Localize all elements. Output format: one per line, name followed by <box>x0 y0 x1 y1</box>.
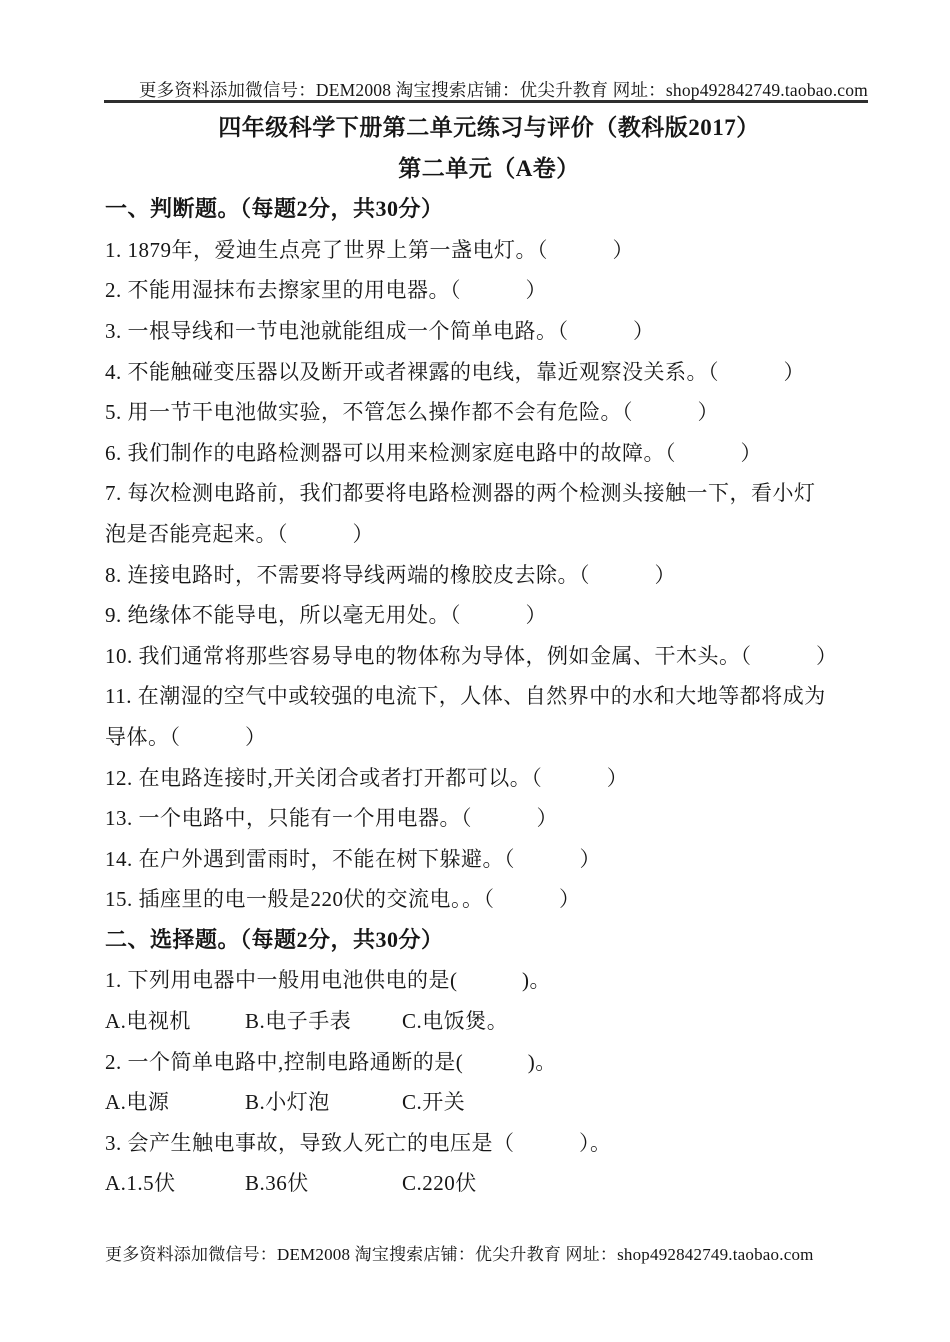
section-1-question-7-line-2: 泡是否能亮起来。（ ） <box>105 521 374 546</box>
section-1-question-14-line-1: 14. 在户外遇到雷雨时，不能在树下躲避。（ ） <box>105 846 601 871</box>
option-c: C.开关 <box>402 1090 466 1115</box>
section-1-question-12-line-1: 12. 在电路连接时,开关闭合或者打开都可以。（ ） <box>105 765 629 790</box>
section-1-question-8-line-1: 8. 连接电路时，不需要将导线两端的橡胶皮去除。（ ） <box>105 562 676 587</box>
section-2-question-3-line-1: 3. 会产生触电事故，导致人死亡的电压是（ ）。 <box>105 1130 612 1155</box>
doc-title: 四年级科学下册第二单元练习与评价（教科版2017） <box>218 115 760 140</box>
option-c: C.电饭煲。 <box>402 1009 509 1034</box>
option-c: C.220伏 <box>402 1171 477 1196</box>
section-1-question-4-line-1: 4. 不能触碰变压器以及断开或者裸露的电线，靠近观察没关系。（ ） <box>105 359 805 384</box>
option-b: B.电子手表 <box>245 1009 352 1034</box>
option-a: A.1.5伏 <box>105 1171 176 1196</box>
section-1-heading: 一、判断题。（每题2分，共30分） <box>105 196 444 222</box>
section-2-question-3-options <box>105 1163 873 1204</box>
doc-subtitle: 第二单元（A卷） <box>398 155 580 181</box>
page-header-contact-info: 更多资料添加微信号：DEM2008 淘宝搜索店铺：优尖升教育 网址：shop492842749.taobao.com <box>138 80 868 100</box>
header-divider-rule <box>104 100 868 103</box>
section-1-question-1-line-1: 1. 1879年，爱迪生点亮了世界上第一盏电灯。（ ） <box>105 237 634 262</box>
sections <box>105 189 873 1204</box>
page-footer-contact-info: 更多资料添加微信号：DEM2008 淘宝搜索店铺：优尖升教育 网址：shop492842749.taobao.com <box>105 1245 814 1264</box>
section-1-question-7-line-1: 7. 每次检测电路前，我们都要将电路检测器的两个检测头接触一下，看小灯 <box>105 481 816 506</box>
section-1-question-6-line-1: 6. 我们制作的电路检测器可以用来检测家庭电路中的故障。（ ） <box>105 440 762 465</box>
section-1-question-10-line-1: 10. 我们通常将那些容易导电的物体称为导体，例如金属、干木头。（ ） <box>105 643 838 668</box>
section-1-question-9-line-1: 9. 绝缘体不能导电，所以毫无用处。（ ） <box>105 603 547 628</box>
section-1-question-11-line-1: 11. 在潮湿的空气中或较强的电流下，人体、自然界中的水和大地等都将成为 <box>105 684 826 709</box>
section-2-question-2-options <box>105 1082 873 1123</box>
option-b: B.36伏 <box>245 1171 309 1196</box>
section-2-heading: 二、选择题。（每题2分，共30分） <box>105 926 444 952</box>
section-1-question-13-line-1: 13. 一个电路中，只能有一个用电器。（ ） <box>105 806 558 831</box>
option-b: B.小灯泡 <box>245 1090 330 1115</box>
section-1-question-11-line-2: 导体。（ ） <box>105 724 267 749</box>
section-2-question-1-line-1: 1. 下列用电器中一般用电池供电的是( )。 <box>105 968 551 993</box>
section-1-question-15-line-1: 15. 插座里的电一般是220伏的交流电。。（ ） <box>105 887 581 912</box>
section-1-question-3-line-1: 3. 一根导线和一节电池就能组成一个简单电路。（ ） <box>105 318 655 343</box>
section-1-question-2-line-1: 2. 不能用湿抹布去擦家里的用电器。（ ） <box>105 278 547 303</box>
document-body <box>105 108 873 1204</box>
section-1-question-5-line-1: 5. 用一节干电池做实验，不管怎么操作都不会有危险。（ ） <box>105 400 719 425</box>
section-2-question-1-options <box>105 1001 873 1042</box>
option-a: A.电视机 <box>105 1009 191 1034</box>
option-a: A.电源 <box>105 1090 170 1115</box>
section-2-question-2-line-1: 2. 一个简单电路中,控制电路通断的是( )。 <box>105 1049 557 1074</box>
